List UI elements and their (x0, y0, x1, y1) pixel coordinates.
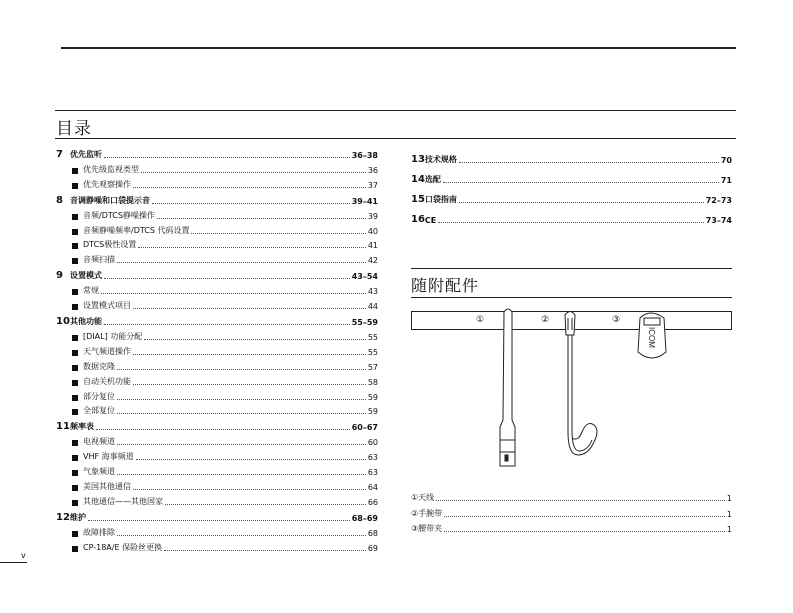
item-label: 美国其他通信 (83, 482, 131, 492)
toc-title: 目录 (56, 119, 92, 139)
footer-rule (0, 562, 27, 563)
section-pages: 71 (720, 176, 732, 185)
accessory-page: 1 (726, 494, 732, 504)
accessory-item (411, 503, 732, 518)
item-page: 60 (367, 438, 378, 448)
section-number: 9 (56, 270, 63, 282)
accessory-label: ②手腕带 (411, 508, 443, 518)
section-title: 口袋指南 (424, 195, 457, 204)
section-number: 16 (411, 214, 425, 225)
section-title: 优先监听 (70, 150, 102, 159)
item-label: 全部复位 (83, 406, 115, 416)
item-page: 44 (367, 302, 378, 312)
section-number: 13 (411, 154, 425, 165)
section-title: CE (424, 216, 437, 225)
item-page: 37 (367, 180, 378, 190)
leader-dots (436, 500, 725, 501)
item-label: 部分复位 (83, 391, 115, 401)
item-label: 优先级监视类型 (83, 164, 139, 174)
item-label: 天气频道操作 (83, 346, 131, 356)
item-page: 68 (367, 528, 378, 538)
section-title: 技术规格 (424, 155, 457, 164)
section-pages: 72–73 (705, 196, 732, 205)
accessories-title: 随附配件 (411, 276, 480, 295)
item-label: 数据克隆 (83, 361, 115, 371)
item-label: DTCS极性设置 (83, 240, 137, 250)
section-title: 维护 (70, 512, 86, 522)
section-pages: 70 (720, 156, 732, 165)
item-label: 设置模式项目 (83, 301, 131, 311)
page-number: v (21, 551, 26, 560)
marker-clip: ③ (612, 315, 621, 325)
item-label: 音频静噪频率/DTCS 代码设置 (83, 225, 190, 235)
strap-illustration (565, 312, 597, 456)
item-page: 39 (367, 211, 378, 221)
accessory-item (411, 519, 732, 534)
section-number: 11 (56, 421, 70, 433)
section-title: 选配 (424, 175, 441, 184)
item-page: 41 (367, 241, 378, 251)
item-page: 40 (367, 226, 378, 236)
item-label: 故障排除 (83, 527, 115, 537)
item-label: VHF 海事频道 (83, 452, 134, 462)
accessory-page: 1 (726, 524, 732, 534)
item-label: 音频/DTCS静噪操作 (83, 210, 155, 220)
item-page: 55 (367, 333, 378, 343)
section-number: 15 (411, 194, 425, 205)
section-number: 12 (56, 511, 70, 523)
section-pages: 60–67 (351, 423, 378, 433)
section-number: 10 (56, 316, 70, 328)
section-number: 14 (411, 174, 425, 185)
item-page: 59 (367, 407, 378, 417)
accessory-label: ③腰带夹 (411, 523, 443, 533)
item-label: 其他通信——其他国家 (83, 496, 163, 506)
item-label: [DIAL] 功能分配 (83, 332, 143, 342)
marker-antenna: ① (476, 315, 485, 325)
item-page: 43 (367, 287, 378, 297)
item-page: 36 (367, 165, 378, 175)
accessory-label: ①天线 (411, 493, 435, 503)
item-page: 69 (367, 543, 378, 553)
item-page: 63 (367, 453, 378, 463)
icom-logo: ICOM (647, 327, 656, 348)
item-label: 自动关机功能 (83, 376, 131, 386)
section-pages: 55–59 (351, 318, 378, 328)
item-label: 常规 (83, 286, 99, 296)
section-number: 7 (56, 149, 63, 160)
item-label: 优先观察操作 (83, 179, 131, 189)
item-label: 电视频道 (83, 437, 115, 447)
accessory-page: 1 (726, 509, 732, 519)
section-number: 8 (56, 194, 63, 206)
leader-dots (444, 531, 725, 532)
accessories-list (411, 488, 732, 534)
item-page: 58 (367, 377, 378, 387)
section-pages: 73–74 (705, 216, 732, 225)
item-label: 气象频道 (83, 467, 115, 477)
item-page: 42 (367, 256, 378, 266)
section-pages: 36–38 (351, 151, 378, 160)
section-title: 其他功能 (70, 317, 102, 327)
marker-strap: ② (541, 315, 550, 325)
section-title: 设置模式 (70, 271, 102, 281)
item-label: 音频扫描 (83, 255, 115, 265)
item-page: 63 (367, 468, 378, 478)
section-title: 频率表 (70, 422, 94, 432)
item-page: 64 (367, 483, 378, 493)
item-page: 59 (367, 392, 378, 402)
item-label: CP-18A/E 保险丝更换 (83, 542, 163, 552)
item-page: 55 (367, 347, 378, 357)
section-pages: 39–41 (351, 196, 378, 206)
antenna-illustration (500, 309, 515, 466)
section-pages: 43–54 (351, 272, 378, 282)
leader-dots (444, 516, 725, 517)
section-pages: 68–69 (351, 513, 378, 523)
section-title: 音调静噪和口袋提示音 (70, 195, 150, 205)
accessory-item (411, 488, 732, 503)
item-page: 66 (367, 497, 378, 507)
item-page: 57 (367, 362, 378, 372)
